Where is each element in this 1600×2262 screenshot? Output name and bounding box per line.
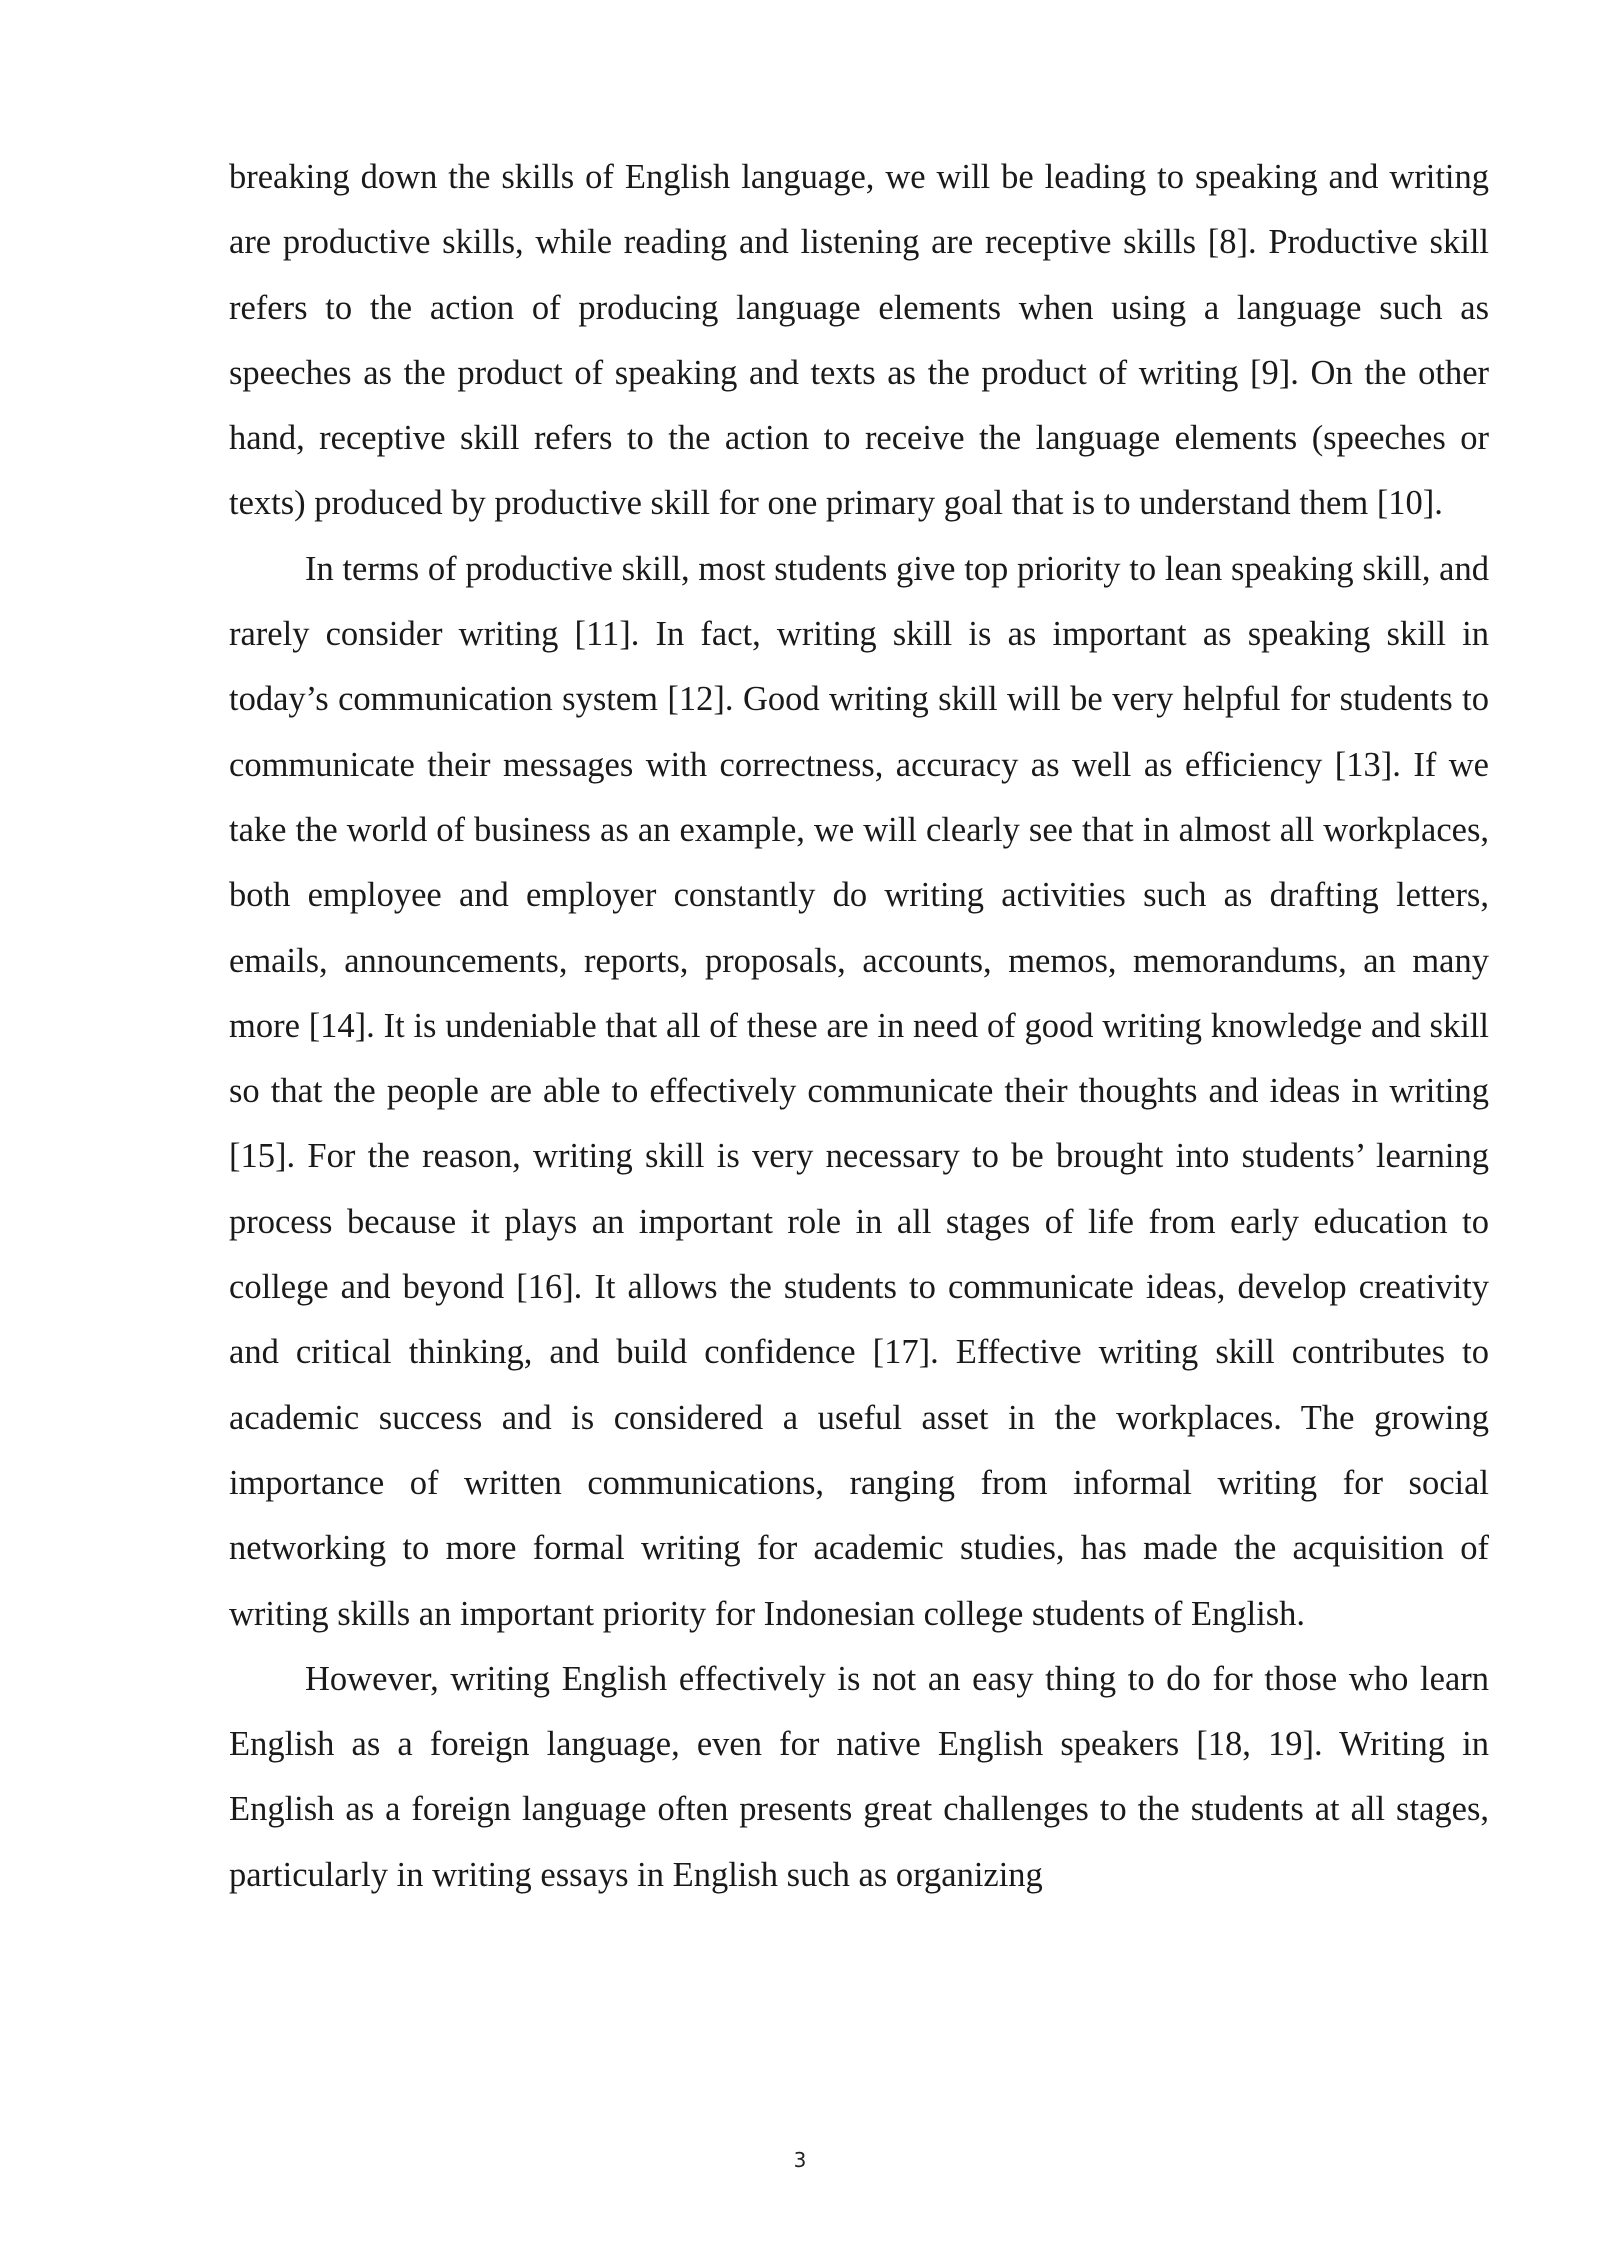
body-text xyxy=(229,145,1489,1908)
paragraph-challenges: However, writing English effectively is not an easy thing to do for those who learn English as a foreign language, even for native English speakers [18, 19]. Writing in English as a foreign language often presents great challenges to the students at all stages, particularly in writing essays in English such as organizing xyxy=(229,1659,1489,1894)
paragraph-continuation: breaking down the skills of English language, we will be leading to speaking and writing are productive skills, while reading and listening are receptive skills [8]. Productive skill refers to the action of producing language elements when using a language such as speeches as the product of speaking and texts as the product of writing [9]. On the other hand, receptive skill refers to the action to receive the language elements (speeches or texts) produced by productive skill for one primary goal that is to understand them [10]. xyxy=(229,158,1489,523)
page-number: 3 xyxy=(793,2148,807,2172)
paragraph-productive-skill: In terms of productive skill, most students give top priority to lean speaking skill, and rarely consider writing [11]. In fact, writing skill is as important as speaking skill in today’s communication system [12]. Good writing skill will be very helpful for students to communicate their messages with correctness, accuracy as well as efficiency [13]. If we take the world of business as an example, we will clearly see that in almost all workplaces, both employee and employer constantly do writing activities such as drafting letters, emails, announcements, reports, proposals, accounts, memos, memorandums, an many more [14]. It is undeniable that all of these are in need of good writing knowledge and skill so that the people are able to effectively communicate their thoughts and ideas in writing [15]. For the reason, writing skill is very necessary to be brought into students’ learning process because it plays an important role in all stages of life from early education to college and beyond [16]. It allows the students to communicate ideas, develop creativity and critical thinking, and build confidence [17]. Effective writing skill contributes to academic success and is considered a useful asset in the workplaces. The growing importance of written communications, ranging from informal writing for social networking to more formal writing for academic studies, has made the acquisition of writing skills an important priority for Indonesian college students of English. xyxy=(229,549,1489,1633)
